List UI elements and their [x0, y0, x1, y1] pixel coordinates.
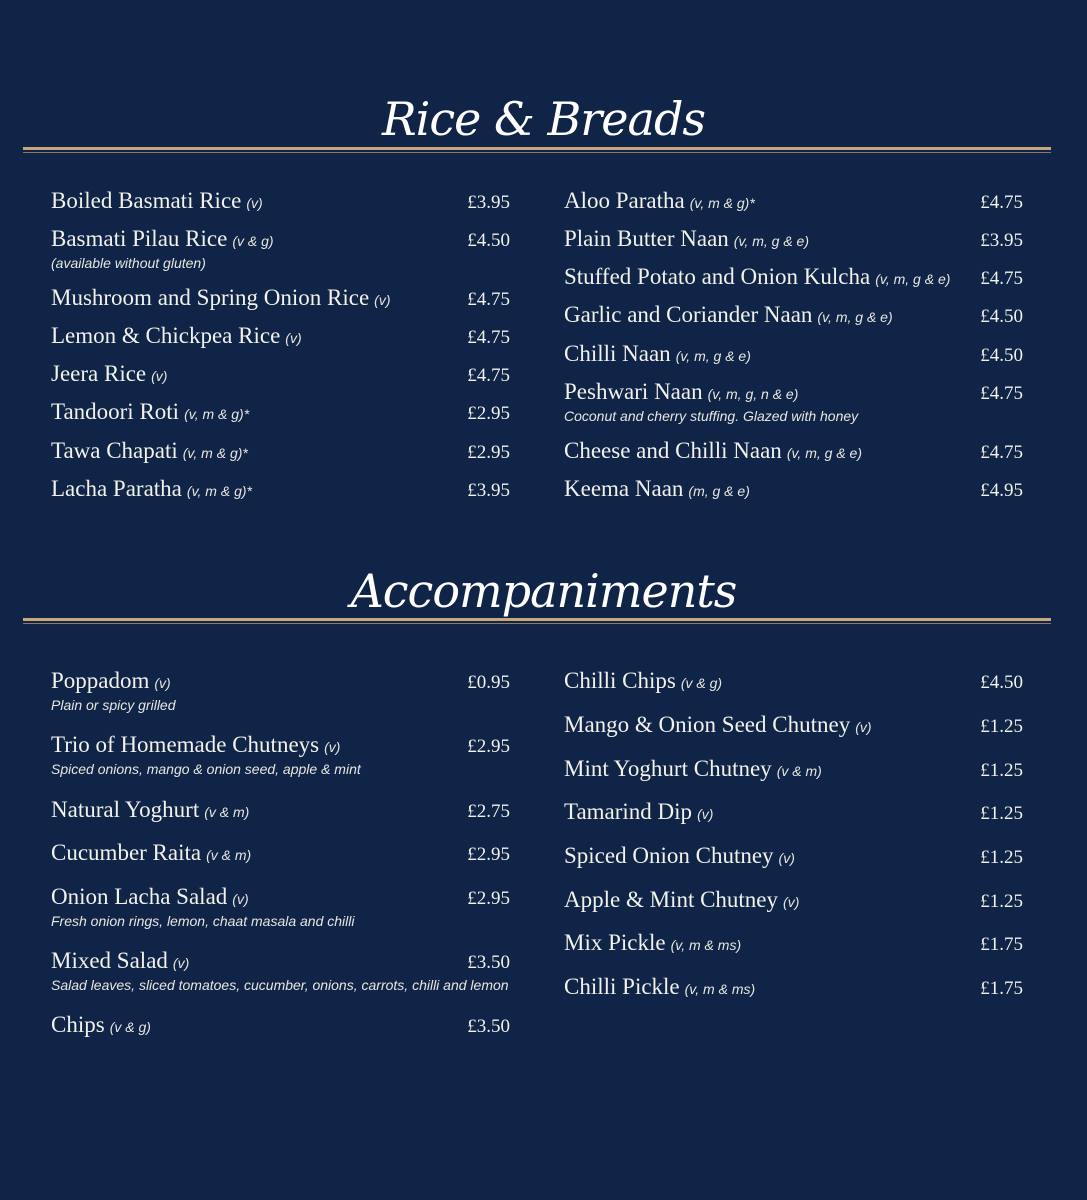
menu-item-name: Chilli Naan	[564, 341, 671, 366]
menu-item-name-line	[564, 756, 1023, 784]
menu-item-name: Tawa Chapati	[51, 438, 178, 463]
menu-item-price: £1.25	[980, 760, 1023, 781]
menu-item-price: £4.50	[980, 306, 1023, 327]
menu-item-name: Lemon & Chickpea Rice	[51, 323, 281, 348]
accompaniments-left-column	[51, 668, 510, 1048]
menu-item-description: Coconut and cherry stuffing. Glazed with honey	[564, 408, 859, 424]
menu-item-name-line	[51, 884, 510, 912]
dietary-tags: (v, m, g & e)	[733, 233, 809, 249]
menu-item-name-line	[51, 438, 510, 466]
menu-item	[564, 756, 1023, 784]
dietary-tags: (v, m, g & e)	[875, 271, 951, 287]
menu-item	[51, 188, 510, 216]
dietary-tags: (v)	[246, 195, 263, 211]
dietary-tags: (v & g)	[109, 1019, 151, 1035]
menu-item-name: Chips	[51, 1012, 105, 1037]
menu-item-price: £4.75	[980, 268, 1023, 289]
menu-item-price: £2.95	[467, 844, 510, 865]
menu-item-name-line	[51, 948, 510, 976]
menu-item	[51, 668, 510, 714]
menu-item-name: Mint Yoghurt Chutney	[564, 756, 772, 781]
menu-item-name-line	[51, 285, 510, 313]
menu-item-name-line	[564, 843, 1023, 871]
menu-item-name-line	[564, 930, 1023, 958]
menu-item-price: £4.75	[467, 289, 510, 310]
dietary-tags: (m, g & e)	[688, 483, 750, 499]
menu-item-name: Jeera Rice	[51, 361, 147, 386]
dietary-tags: (v & m)	[206, 847, 252, 863]
menu-item-description: (available without gluten)	[51, 255, 206, 271]
menu-item-description: Salad leaves, sliced tomatoes, cucumber, onions, carrots, chilli and lemon	[51, 977, 509, 993]
menu-item-name: Mushroom and Spring Onion Rice	[51, 285, 370, 310]
dietary-tags: (v, m & ms)	[684, 981, 756, 997]
menu-item-name-line	[51, 361, 510, 389]
menu-item-description: Fresh onion rings, lemon, chaat masala and chilli	[51, 913, 355, 929]
menu-item-name: Boiled Basmati Rice	[51, 188, 242, 213]
menu-item-name-line	[564, 188, 1023, 216]
menu-item-price: £1.25	[980, 716, 1023, 737]
menu-item-name: Stuffed Potato and Onion Kulcha	[564, 264, 871, 289]
accompaniments-right-column	[564, 668, 1023, 1048]
menu-item-name-line	[564, 668, 1023, 696]
menu-item-price: £2.95	[467, 736, 510, 757]
menu-item	[51, 840, 510, 868]
menu-item	[51, 1012, 510, 1040]
menu-item-description: Plain or spicy grilled	[51, 697, 176, 713]
menu-item-name: Mango & Onion Seed Chutney	[564, 712, 851, 737]
dietary-tags: (v)	[151, 368, 168, 384]
menu-item-price: £4.50	[467, 230, 510, 251]
menu-item-name-line	[564, 379, 1023, 407]
section-title-rice-breads: Rice & Breads	[381, 92, 705, 146]
menu-item-name: Onion Lacha Salad	[51, 884, 228, 909]
menu-item-name-line	[51, 840, 510, 868]
menu-item	[564, 476, 1023, 504]
menu-item-name-line	[564, 302, 1023, 330]
menu-item	[51, 399, 510, 427]
menu-item-price: £4.75	[980, 383, 1023, 404]
menu-item-price: £3.95	[980, 230, 1023, 251]
menu-item-price: £1.75	[980, 934, 1023, 955]
menu-item-name-line	[564, 438, 1023, 466]
menu-item-name: Chilli Pickle	[564, 974, 680, 999]
dietary-tags: (v)	[324, 739, 341, 755]
menu-item-name: Mix Pickle	[564, 930, 666, 955]
menu-item	[51, 226, 510, 272]
menu-item	[51, 948, 510, 994]
menu-item-name: Lacha Paratha	[51, 476, 182, 501]
menu-item	[564, 974, 1023, 1002]
dietary-tags: (v, m & g)*	[184, 406, 250, 422]
menu-item-price: £2.75	[467, 801, 510, 822]
menu-item-price: £3.95	[467, 480, 510, 501]
dietary-tags: (v)	[285, 330, 302, 346]
menu-item	[564, 887, 1023, 915]
menu-item-name: Tamarind Dip	[564, 799, 693, 824]
dietary-tags: (v)	[232, 891, 249, 907]
menu-item-name-line	[564, 974, 1023, 1002]
dietary-tags: (v)	[697, 806, 714, 822]
menu-item-name-line	[51, 1012, 510, 1040]
menu-item-price: £4.50	[980, 345, 1023, 366]
menu-item-price: £1.75	[980, 978, 1023, 999]
rice-breads-right-column	[564, 188, 1023, 518]
menu-item-name-line	[51, 476, 510, 504]
menu-item	[51, 476, 510, 504]
menu-item	[564, 712, 1023, 740]
dietary-tags: (v & m)	[204, 804, 250, 820]
menu-item-price: £1.25	[980, 847, 1023, 868]
dietary-tags: (v)	[783, 894, 800, 910]
menu-item	[51, 438, 510, 466]
menu-item-name: Peshwari Naan	[564, 379, 703, 404]
menu-item-name: Chilli Chips	[564, 668, 676, 693]
dietary-tags: (v, m, g & e)	[786, 445, 863, 461]
menu-item-price: £3.50	[467, 952, 510, 973]
dietary-tags: (v, m, g & e)	[675, 348, 751, 364]
menu-item-price: £4.75	[980, 192, 1023, 213]
menu-item-price: £2.95	[467, 442, 510, 463]
menu-item-name-line	[51, 323, 510, 351]
menu-item-price: £0.95	[467, 672, 510, 693]
dietary-tags: (v & g)	[680, 675, 723, 691]
menu-item-name: Plain Butter Naan	[564, 226, 729, 251]
menu-item-name: Cucumber Raita	[51, 840, 202, 865]
dietary-tags: (v, m & g)*	[689, 195, 755, 211]
menu-item-price: £4.75	[980, 442, 1023, 463]
menu-item-price: £1.25	[980, 891, 1023, 912]
menu-item-price: £4.50	[980, 672, 1023, 693]
menu-item-price: £3.95	[467, 192, 510, 213]
menu-item	[51, 285, 510, 313]
menu-item	[564, 188, 1023, 216]
dietary-tags: (v)	[855, 719, 872, 735]
menu-item-price: £1.25	[980, 803, 1023, 824]
dietary-tags: (v)	[154, 675, 171, 691]
menu-item-name-line	[51, 399, 510, 427]
menu-item-name: Basmati Pilau Rice	[51, 226, 228, 251]
menu-item-name-line	[564, 226, 1023, 254]
menu-item	[564, 668, 1023, 696]
menu-item-name: Spiced Onion Chutney	[564, 843, 774, 868]
dietary-tags: (v)	[172, 955, 190, 971]
menu-item	[51, 361, 510, 389]
menu-item	[564, 341, 1023, 369]
section-title-accompaniments: Accompaniments	[350, 564, 737, 618]
menu-item	[51, 797, 510, 825]
menu-item-name-line	[564, 799, 1023, 827]
dietary-tags: (v & m)	[776, 763, 822, 779]
menu-item-name-line	[564, 264, 1023, 292]
dietary-tags: (v, m & g)*	[182, 445, 248, 461]
menu-item	[564, 799, 1023, 827]
menu-item-name: Apple & Mint Chutney	[564, 887, 779, 912]
menu-item-name-line	[564, 712, 1023, 740]
section-divider	[23, 147, 1051, 150]
menu-item	[51, 323, 510, 351]
dietary-tags: (v & g)	[232, 233, 274, 249]
dietary-tags: (v, m & g)*	[186, 483, 252, 499]
menu-item-name: Cheese and Chilli Naan	[564, 438, 782, 463]
menu-item	[564, 264, 1023, 292]
menu-item	[51, 884, 510, 930]
menu-item-name-line	[51, 797, 510, 825]
menu-item-name: Trio of Homemade Chutneys	[51, 732, 320, 757]
menu-item-price: £4.75	[467, 327, 510, 348]
rice-breads-left-column	[51, 188, 510, 518]
menu-item	[564, 226, 1023, 254]
menu-item	[564, 843, 1023, 871]
menu-item-price: £3.50	[467, 1016, 510, 1037]
menu-item-name: Poppadom	[51, 668, 150, 693]
menu-item-name: Garlic and Coriander Naan	[564, 302, 813, 327]
menu-item	[564, 302, 1023, 330]
menu-item-price: £4.95	[980, 480, 1023, 501]
menu-item-price: £2.95	[467, 403, 510, 424]
dietary-tags: (v, m & ms)	[670, 937, 742, 953]
menu-item-name: Tandoori Roti	[51, 399, 180, 424]
menu-item-name-line	[51, 188, 510, 216]
dietary-tags: (v, m, g & e)	[817, 309, 893, 325]
menu-item-name: Aloo Paratha	[564, 188, 685, 213]
menu-item-description: Spiced onions, mango & onion seed, apple & mint	[51, 761, 361, 777]
menu-item-name: Natural Yoghurt	[51, 797, 200, 822]
dietary-tags: (v)	[374, 292, 391, 308]
menu-item-name-line	[564, 887, 1023, 915]
menu-item	[564, 438, 1023, 466]
menu-item-name-line	[51, 668, 510, 696]
menu-item-name-line	[51, 226, 510, 254]
menu-item	[564, 379, 1023, 425]
menu-item-name-line	[51, 732, 510, 760]
menu-item-price: £4.75	[467, 365, 510, 386]
menu-item-name-line	[564, 341, 1023, 369]
menu-item	[51, 732, 510, 778]
dietary-tags: (v, m, g, n & e)	[707, 386, 799, 402]
menu-item-name-line	[564, 476, 1023, 504]
menu-item-name: Keema Naan	[564, 476, 684, 501]
menu-item-name: Mixed Salad	[51, 948, 168, 973]
menu-item-price: £2.95	[467, 888, 510, 909]
section-divider	[23, 618, 1051, 621]
menu-item	[564, 930, 1023, 958]
dietary-tags: (v)	[778, 850, 795, 866]
